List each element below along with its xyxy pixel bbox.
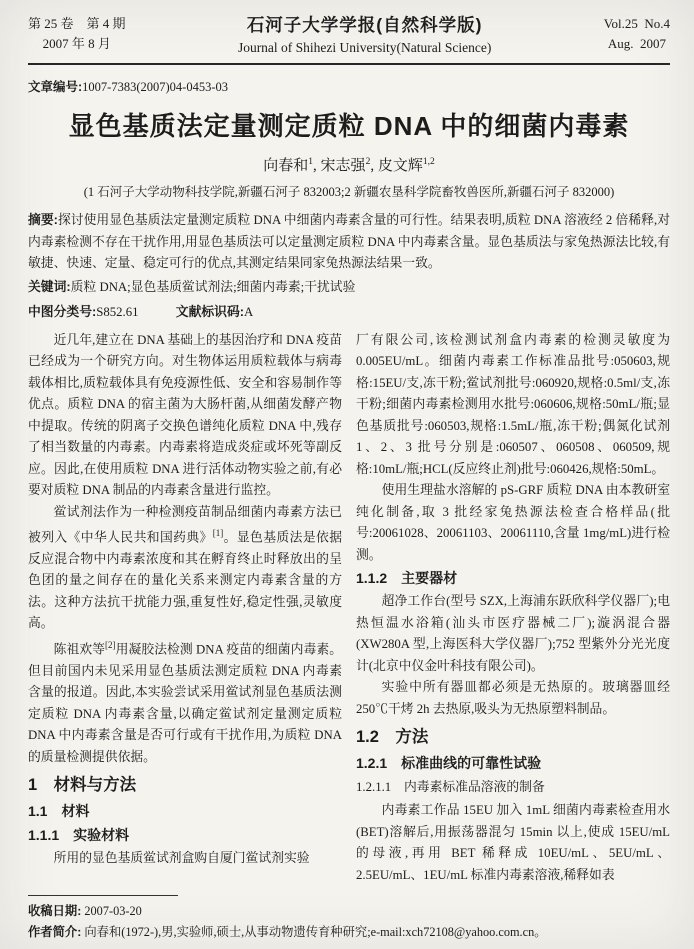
received-date-value: 2007-03-20	[84, 904, 142, 918]
author-separator: ,	[370, 158, 378, 174]
author-bio-label: 作者简介:	[28, 925, 82, 939]
received-date-line	[28, 901, 670, 922]
paragraph-text: 陈祖欢等	[53, 642, 106, 657]
affiliation-line: (1 石河子大学动物科技学院,新疆石河子 832003;2 新疆农垦科学院畜牧兽医所,新疆石河子 832000)	[83, 185, 615, 199]
paragraph-text: 用凝胶法检测 DNA 疫苗的细菌内毒素。但目前国内未见采用显色基质法测定质粒 DNA 内毒素含量的报道。因此,本实验尝试采用鲎试剂显色基质法测定质粒 DNA 内毒素含量,以确定鲎试剂定量测定质粒 DNA 中内毒素含量是否可行或有干扰作用,为质粒 DNA 的质量检测提供依据。	[28, 642, 343, 764]
author-name: 宋志强	[320, 158, 366, 174]
author-separator: ,	[313, 158, 321, 174]
section-heading-1-1-1: 1.1.1 实验材料	[28, 827, 130, 844]
reference-superscript: [2]	[105, 639, 116, 650]
doc-code-value: A	[244, 304, 254, 319]
keywords-line	[28, 276, 670, 298]
paragraph-text: 鲎试剂法作为一种检测疫苗制品细菌内毒素方法已被列入《中华人民共和国药典》	[28, 504, 342, 545]
article-number-value: 1007-7383(2007)04-0453-03	[82, 80, 228, 94]
clc-label: 中图分类号:	[28, 303, 97, 319]
section-heading-1-1: 1.1 材料	[28, 803, 90, 820]
section-heading-1-2: 1.2 方法	[356, 728, 429, 746]
header-issue-info-en	[604, 14, 670, 54]
body-paragraph	[28, 502, 342, 635]
body-columns	[28, 330, 670, 887]
journal-name-cn: 石河子大学学报(自然科学版)	[246, 15, 483, 35]
classification-line	[28, 301, 670, 323]
pub-date-en: Aug. 2007	[607, 36, 666, 51]
doc-code-label: 文献标识码:	[175, 303, 245, 319]
abstract-label: 摘要:	[28, 212, 58, 227]
footnote-block	[28, 895, 670, 943]
author-affil-superscript: 1	[308, 157, 314, 167]
reference-superscript: [1]	[212, 528, 224, 538]
author	[378, 158, 435, 174]
header-divider	[28, 63, 670, 65]
body-paragraph: 超净工作台(型号 SZX,上海浦东跃欣科学仪器厂);电热恒温水浴箱(汕头市医疗器械二厂);漩涡混合器(XW280A 型,上海医科大学仪器厂);752 型紫外分光光度计(北京中仪金叶科技有限公司)。	[356, 594, 670, 673]
section-heading-1: 1 材料与方法	[28, 776, 137, 795]
body-paragraph: 近几年,建立在 DNA 基础上的基因治疗和 DNA 疫苗已经成为一个研究方向。对生物体运用质粒载体与病毒载体相比,质粒载体具有免疫源性低、安全和容易制作等优点。质粒 DNA 的宿主菌为大肠杆菌,从细菌发酵产物中提取。传统的阴离子交换色谱纯化质粒 DNA 中,残存了相当数量的内毒素。内毒素将造成炎症或坏死等副反应。因此,在使用质粒 DNA 进行活体动物实验之前,有必要对质粒 DNA 制品的内毒素含量进行监控。	[28, 332, 342, 497]
author-bio-value: 向春和(1972-),男,实验师,硕士,从事动物遗传育种研究;e-mail:xch72108@yahoo.com.cn。	[84, 925, 547, 939]
journal-header	[28, 12, 670, 56]
author-affil-superscript: 2	[365, 157, 371, 167]
left-column	[28, 330, 342, 887]
volume-issue-en: Vol.25 No.4	[603, 16, 670, 31]
article-number-line	[28, 77, 670, 95]
keywords-label: 关键词:	[28, 278, 71, 294]
footnote-divider	[28, 895, 178, 896]
pub-date-cn: 2007 年 8 月	[42, 36, 111, 51]
journal-name-block	[126, 12, 604, 56]
received-date-label: 收稿日期:	[28, 904, 82, 918]
paragraph-text: 。显色基质法是依据反应混合物中内毒素浓度和其在孵育终止时释放出的呈色团的量之间存在的量化关系来测定内毒素含量的方法。这种方法抗干扰能力强,重复性好,稳定性强,灵敏度高。	[28, 530, 343, 631]
abstract-text: 探讨使用显色基质法定量测定质粒 DNA 中细菌内毒素含量的可行性。结果表明,质粒 DNA 溶液经 2 倍稀释,对内毒素检测不存在干扰作用,用显色基质法可以定量测定质粒 DNA 中内毒素含量。显色基质法与家兔热源法比较,有敏捷、快速、定量、稳定可行的优点,其测定结果同家兔热源法结果一致。	[28, 213, 671, 270]
clc-value: S852.61	[96, 304, 139, 319]
authors-line	[28, 154, 670, 175]
paper-title: 显色基质法定量测定质粒 DNA 中的细菌内毒素	[68, 111, 630, 141]
section-heading-1-2-1-1: 1.2.1.1 内毒素标准品溶液的制备	[356, 780, 545, 794]
body-paragraph: 内毒素工作品 15EU 加入 1mL 细菌内毒素检查用水(BET)溶解后,用振荡器混匀 15min 以上,使成 15EU/mL 的母液,再用 BET 稀释成 10EU/mL、5EU/mL、2.5EU/mL、1EU/mL 标准内毒素溶液,稀释如表	[356, 803, 670, 882]
article-number-label: 文章编号:	[28, 80, 83, 94]
volume-issue-cn: 第 25 卷 第 4 期	[28, 16, 126, 31]
abstract-block	[28, 209, 670, 275]
body-paragraph: 厂有限公司,该检测试剂盒内毒素的检测灵敏度为 0.005EU/mL。细菌内毒素工作标准品批号:050603,规格:15EU/支,冻干粉;鲎试剂批号:060920,规格:0.5ml/支,冻干粉;细菌内毒素检测用水批号:060606,规格:50mL/瓶;显色基质批号:060503,规格:1.5mL/瓶,冻干粉;偶氮化试剂 1、2、3 批号分别是:060507、060508、060509,规格:10mL/瓶;HCL(反应终止剂)批号:060426,规格:50mL。	[356, 332, 670, 476]
body-paragraph	[28, 635, 342, 768]
author-name: 向春和	[263, 158, 309, 174]
author	[263, 158, 320, 174]
body-paragraph: 使用生理盐水溶解的 pS-GRF 质粒 DNA 由本教研室纯化制备,取 3 批经家兔热源法检查合格样品(批号:20061028、20061103、20061110,含量 1mg/mL)进行检测。	[356, 483, 670, 562]
author	[321, 158, 378, 174]
right-column	[356, 330, 670, 887]
author-name: 皮文辉	[377, 158, 423, 174]
section-heading-1-1-2: 1.1.2 主要器材	[356, 570, 458, 586]
author-affil-superscript: 1,2	[422, 157, 435, 167]
journal-name-en: Journal of Shihezi University(Natural Science)	[237, 40, 492, 55]
header-issue-info-cn	[28, 14, 126, 54]
keywords-text: 质粒 DNA;显色基质鲎试剂法;细菌内毒素;干扰试验	[70, 279, 356, 294]
body-paragraph: 所用的显色基质鲎试剂盒购自厦门鲎试剂实验	[53, 851, 310, 866]
section-heading-1-2-1: 1.2.1 标准曲线的可靠性试验	[356, 755, 542, 771]
body-paragraph: 实验中所有器皿都必须是无热原的。玻璃器皿经 250℃干烤 2h 去热原,吸头为无热原塑料制品。	[356, 680, 670, 716]
author-bio-line	[28, 922, 670, 943]
